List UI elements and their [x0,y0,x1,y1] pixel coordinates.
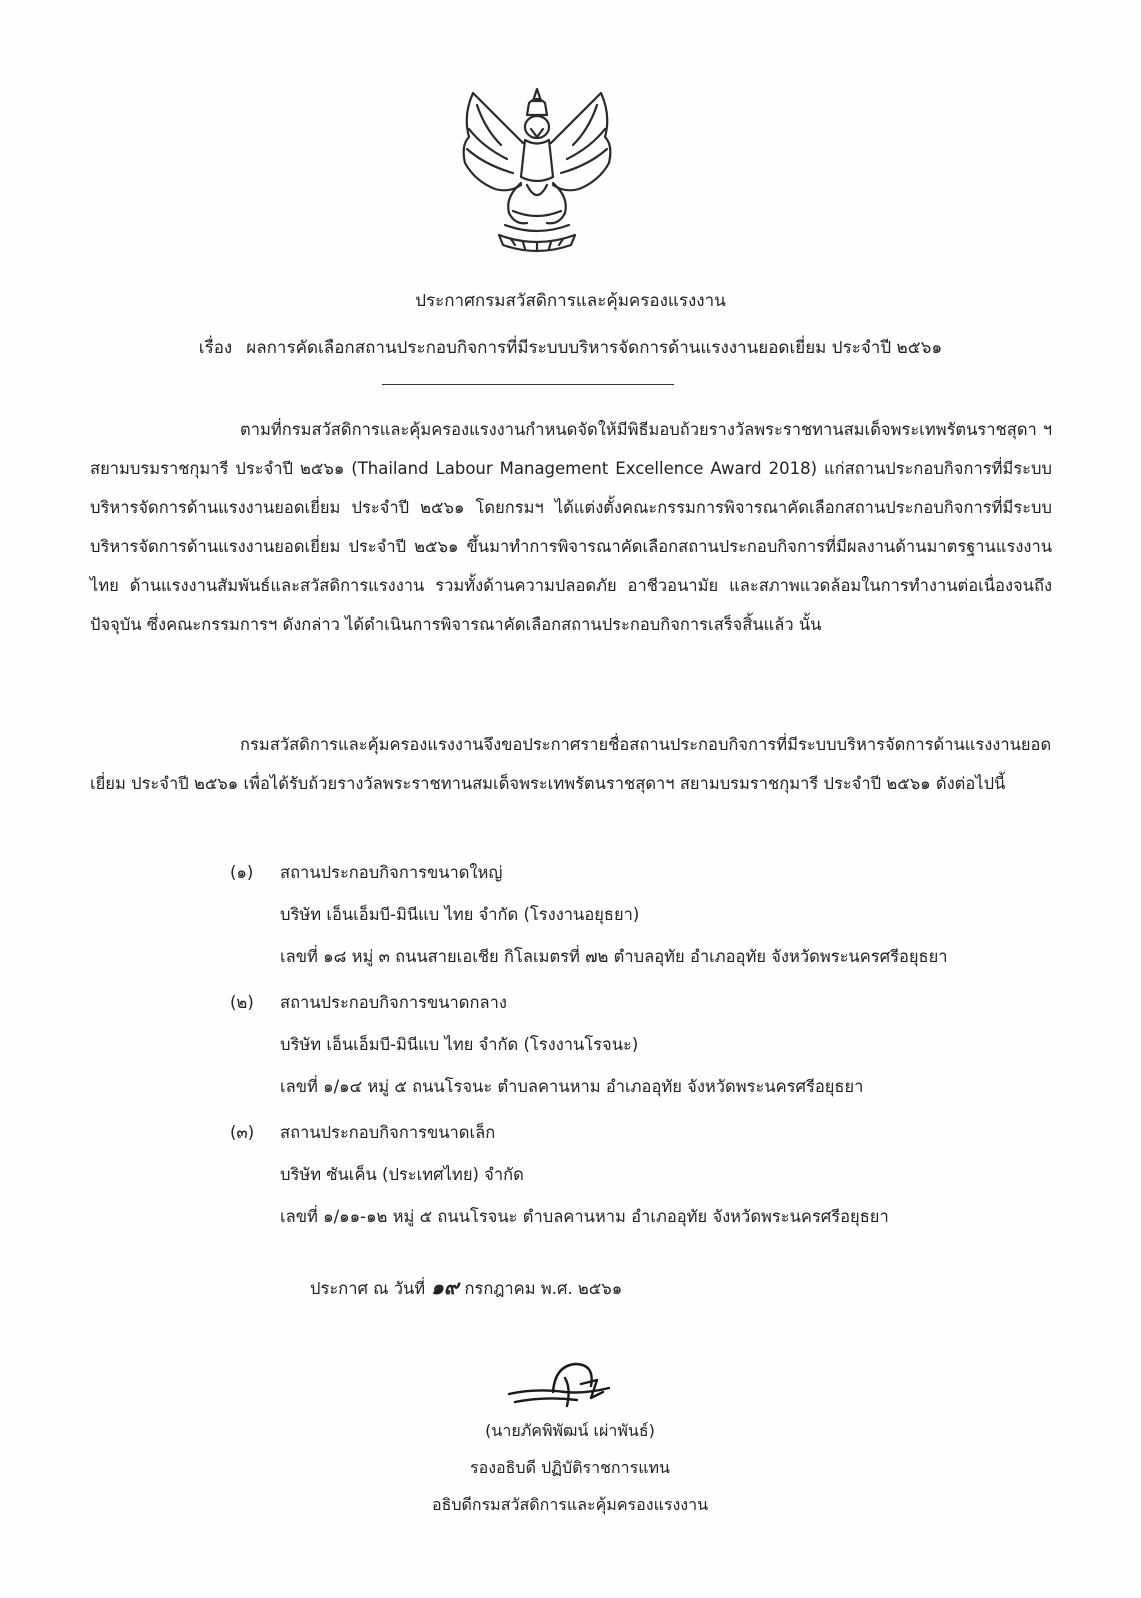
awardee-small [230,1112,1050,1238]
awardee-company: บริษัท เอ็นเอ็มบี-มินีแบ ไทย จำกัด (โรงงานอยุธยา) [280,905,640,924]
awardee-number: (๑) [230,863,254,882]
awardee-category: สถานประกอบกิจการขนาดกลาง [280,993,507,1012]
awardee-address: เลขที่ ๑/๑๔ หมู่ ๕ ถนนโรจนะ ตำบลคานหาม อำเภออุทัย จังหวัดพระนครศรีอยุธยา [280,1077,864,1096]
date-month-year: กรกฎาคม พ.ศ. ๒๕๖๑ [464,1279,623,1298]
body-paragraph-1: ตามที่กรมสวัสดิการและคุ้มครองแรงงานกำหนดจัดให้มีพิธีมอบถ้วยรางวัลพระราชทานสมเด็จพระเทพรัตนราชสุดา ฯ สยามบรมราชกุมารี ประจำปี ๒๕๖๑ (Thailand Labour Management Excellence Award 2018) แก่สถานประกอบกิจการที่มีระบบบริหารจัดการด้านแรงงานยอดเยี่ยม ประจำปี ๒๕๖๑ โดยกรมฯ ได้แต่งตั้งคณะกรรมการพิจารณาคัดเลือกสถานประกอบกิจการที่มีระบบบริหารจัดการด้านแรงงานยอดเยี่ยม ประจำปี ๒๕๖๑ ขึ้นมาทำการพิจารณาคัดเลือกสถานประกอบกิจการที่มีผลงานด้านมาตรฐานแรงงานไทย ด้านแรงงานสัมพันธ์และสวัสดิการแรงงาน รวมทั้งด้านความปลอดภัย อาชีวอนามัย และสภาพแวดล้อมในการทำงานต่อเนื่องจนถึงปัจจุบัน ซึ่งคณะกรรมการฯ ดังกล่าว ได้ดำเนินการพิจารณาคัดเลือกสถานประกอบกิจการเสร็จสิ้นแล้ว นั้น [90,420,1052,634]
awardee-address: เลขที่ ๑/๑๑-๑๒ หมู่ ๕ ถนนโรจนะ ตำบลคานหาม อำเภออุทัย จังหวัดพระนครศรีอยุธยา [280,1207,889,1226]
date-prefix: ประกาศ ณ วันที่ [310,1279,426,1298]
awardee-list [230,852,1050,1242]
awardee-number: (๒) [230,993,254,1012]
body-paragraph-2: กรมสวัสดิการและคุ้มครองแรงงานจึงขอประกาศรายชื่อสถานประกอบกิจการที่มีระบบบริหารจัดการด้านแรงงานยอดเยี่ยม ประจำปี ๒๕๖๑ เพื่อได้รับถ้วยรางวัลพระราชทานสมเด็จพระเทพรัตนราชสุดาฯ สยามบรมราชกุมารี ประจำปี ๒๕๖๑ ดังต่อไปนี้ [90,735,1052,793]
awardee-category: สถานประกอบกิจการขนาดใหญ่ [280,863,503,882]
awardee-address: เลขที่ ๑๘ หมู่ ๓ ถนนสายเอเชีย กิโลเมตรที่ ๗๒ ตำบลอุทัย อำเภออุทัย จังหวัดพระนครศรีอยุธยา [280,947,948,966]
announcement-issuer: ประกาศกรมสวัสดิการและคุ้มครองแรงงาน [415,291,726,311]
signatory-name: (นายภัคพิพัฒน์ เผ่าพันธ์) [485,1421,655,1440]
subject-text: ผลการคัดเลือกสถานประกอบกิจการที่มีระบบบริหารจัดการด้านแรงงานยอดเยี่ยม ประจำปี ๒๕๖๑ [246,338,943,358]
signatory-position-2: อธิบดีกรมสวัสดิการและคุ้มครองแรงงาน [431,1495,709,1514]
announcement-subject [0,336,1141,360]
subject-label: เรื่อง [198,338,233,358]
awardee-number: (๓) [230,1123,255,1142]
signatory-position-1: รองอธิบดี ปฏิบัติราชการแทน [470,1458,670,1477]
title-divider [382,384,674,385]
announcement-date [310,1272,622,1304]
awardee-company: บริษัท ซันเค็น (ประเทศไทย) จำกัด [280,1165,524,1184]
awardee-medium [230,982,1050,1108]
awardee-category: สถานประกอบกิจการขนาดเล็ก [280,1123,496,1142]
awardee-large [230,852,1050,978]
awardee-company: บริษัท เอ็นเอ็มบี-มินีแบ ไทย จำกัด (โรงงานโรจนะ) [280,1035,639,1054]
handwritten-signature [505,1358,615,1413]
date-day: ๑๙ [431,1275,459,1299]
garuda-emblem-icon [455,85,620,260]
